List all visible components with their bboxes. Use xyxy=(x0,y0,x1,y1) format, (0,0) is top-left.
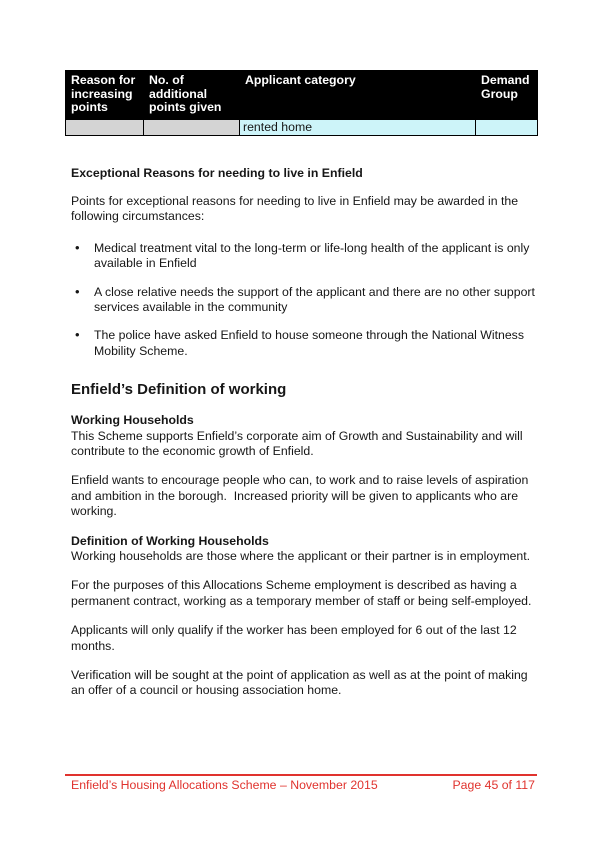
col-header-points: No. of additional points given xyxy=(144,71,240,120)
footer-page-number: Page 45 of 117 xyxy=(452,778,535,792)
text-line: Points for exceptional reasons for needing to live in Enfield may be awarded in the xyxy=(71,193,519,208)
paragraph-verification xyxy=(71,668,557,699)
working-households-block xyxy=(71,413,557,459)
bullet-item-medical xyxy=(71,241,557,272)
subheading-working-households: Working Households xyxy=(71,413,194,428)
text-line: Working households are those where the applicant or their partner is in employment. xyxy=(71,549,531,563)
text-line: Mobility Scheme. xyxy=(94,343,188,358)
text-line: Applicants will only qualify if the worker has been employed for 6 out of the last 12 xyxy=(71,623,517,638)
col-header-demand: Demand Group xyxy=(476,71,538,120)
page-footer xyxy=(65,774,537,792)
text-line: working. xyxy=(71,504,117,519)
bullet-item-police xyxy=(71,328,557,359)
cell-points xyxy=(144,119,240,135)
text-column xyxy=(71,166,557,699)
text-line: For the purposes of this Allocations Scheme employment is described as having a xyxy=(71,578,517,593)
text-line: Enfield wants to encourage people who can, to work and to raise levels of aspiration xyxy=(71,473,529,488)
subheading-definition-working-households: Definition of Working Households xyxy=(71,533,269,548)
text-line: months. xyxy=(71,638,115,653)
heading-exceptional-reasons: Exceptional Reasons for needing to live in Enfield xyxy=(71,165,363,180)
table-row xyxy=(66,119,538,135)
text-line: The police have asked Enfield to house someone through the National Witness xyxy=(94,328,524,343)
bullet-icon: • xyxy=(75,283,80,299)
paragraph-exceptional-intro xyxy=(71,194,557,225)
text-line: Medical treatment vital to the long-term or life-long health of the applicant is only xyxy=(94,240,530,255)
text-line: contribute to the economic growth of Enfield. xyxy=(71,443,314,458)
text-line: and ambition in the borough. Increased priority will be given to applicants who are xyxy=(71,488,519,503)
cell-demand xyxy=(476,119,538,135)
col-header-reason: Reason for increasing points xyxy=(66,71,144,120)
bullet-icon: • xyxy=(75,327,80,343)
paragraph-qualify-months xyxy=(71,623,557,654)
text-line: This Scheme supports Enfield’s corporate aim of Growth and Sustainability and will xyxy=(71,428,523,443)
text-line: services available in the community xyxy=(94,299,288,314)
text-line: Verification will be sought at the point of application as well as at the point of making xyxy=(71,668,528,683)
footer-document-title: Enfield’s Housing Allocations Scheme – November 2015 xyxy=(71,778,378,792)
text-line: following circumstances: xyxy=(71,209,205,224)
text-line: an offer of a council or housing association home. xyxy=(71,683,342,698)
text-line: available in Enfield xyxy=(94,256,197,271)
cell-reason xyxy=(66,119,144,135)
col-header-category: Applicant category xyxy=(240,71,476,120)
page-content xyxy=(65,70,557,713)
exceptional-bullet-list xyxy=(71,241,557,359)
points-table xyxy=(65,70,538,136)
cell-category: rented home xyxy=(240,119,476,135)
paragraph-employment-description xyxy=(71,578,557,609)
text-line: permanent contract, working as a temporary member of staff or being self-employed. xyxy=(71,593,532,608)
definition-working-households-block xyxy=(71,534,557,565)
bullet-icon: • xyxy=(75,239,80,255)
table-header-row xyxy=(66,71,538,120)
bullet-item-relative xyxy=(71,285,557,316)
heading-definition-of-working: Enfield’s Definition of working xyxy=(71,381,287,399)
paragraph-encourage-working xyxy=(71,473,557,519)
text-line: A close relative needs the support of the applicant and there are no other support xyxy=(94,284,535,299)
